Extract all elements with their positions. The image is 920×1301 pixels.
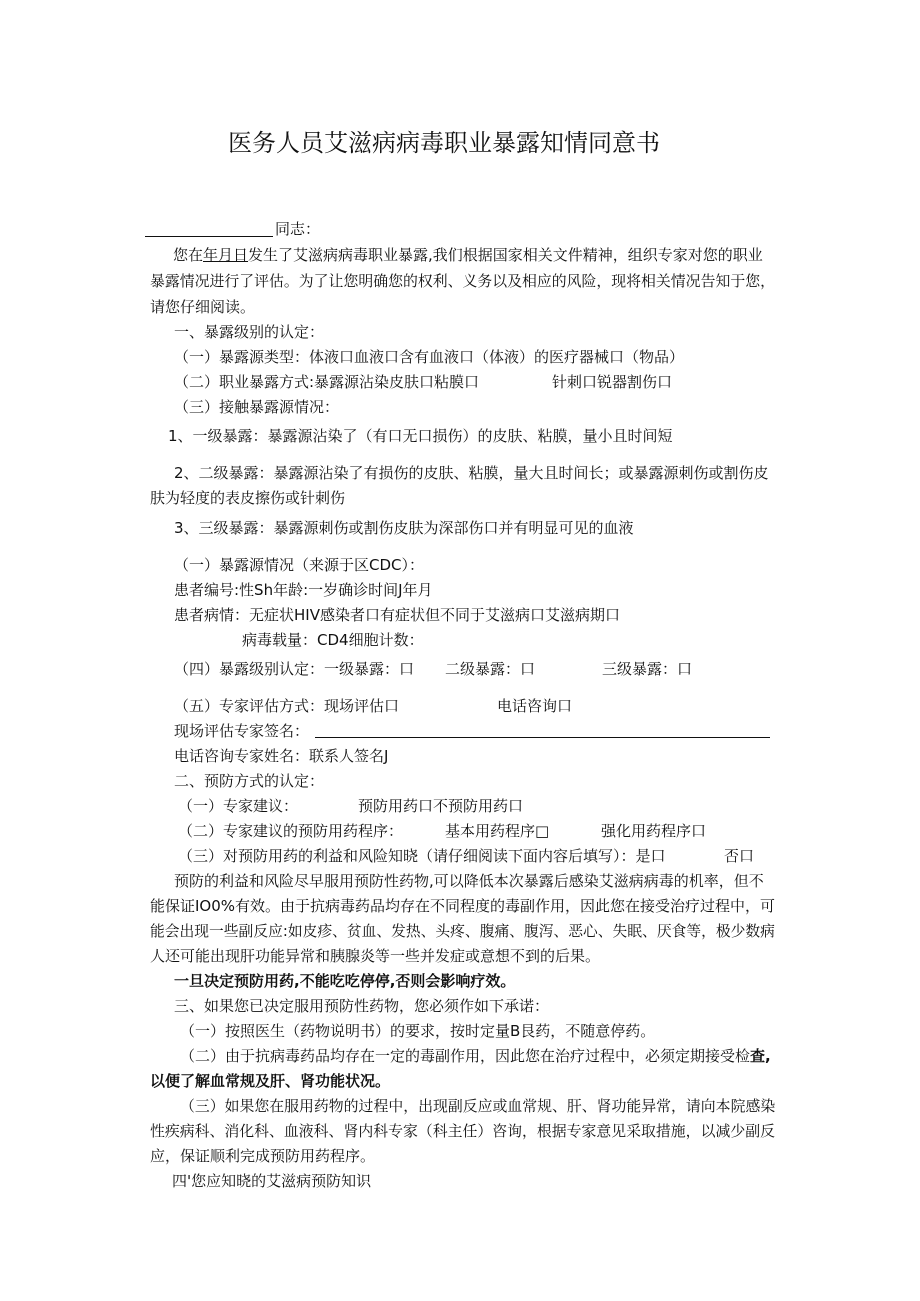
intro-line-1 — [173, 245, 763, 265]
intro-line-3: 请您仔细阅读。 — [150, 298, 256, 316]
section3-heading: 三、如果您已决定服用预防性药物，您必须作如下承诺： — [174, 997, 550, 1015]
section3-item2a-text: （二）由于抗病毒药品均存在一定的毒副作用，因此您在治疗过程中，必须定期接受检 — [180, 1047, 751, 1065]
section1-item1: （一）暴露源类型：体液口血液口含有血液口（体液）的医疗器械口（物品） — [174, 348, 685, 366]
section3-item2a — [180, 1046, 771, 1066]
section3-item3b: 性疾病科、消化科、血液科、肾内科专家（科主任）咨询，根据专家意见采取措施，以减少副反 — [150, 1122, 775, 1140]
viral-load: 病毒载量：CD4细胞计数： — [242, 631, 424, 649]
intro-line-2: 暴露情况进行了评估。为了让您明确您的权利、义务以及相应的风险，现将相关情况告知于您， — [150, 272, 775, 290]
section1-heading: 一、暴露级别的认定： — [174, 323, 325, 341]
section2-heading: 二、预防方式的认定： — [174, 772, 325, 790]
section3-item1: （一）按照医生（药物说明书）的要求，按时定量B艮药，不随意停药。 — [180, 1022, 656, 1040]
warning-text: 一旦决定预防用药,不能吃吃停停,否则会影响疗效。 — [174, 972, 516, 990]
level-confirm-a: （四）暴露级别认定：一级暴露：口 — [174, 660, 415, 678]
section3-item2a-bold: 查, — [750, 1047, 771, 1065]
section2-item3b: 否口 — [724, 847, 755, 865]
page-title: 医务人员艾滋病病毒职业暴露知情同意书 — [228, 129, 660, 157]
level1-text: 1、一级暴露：暴露源沾染了（有口无口损伤）的皮肤、粘膜，量小且时间短 — [168, 427, 673, 445]
onsite-signature-label: 现场评估专家签名： — [174, 722, 310, 740]
section2-item1b: 预防用药口不预防用药口 — [358, 797, 524, 815]
patient-id: 患者编号:性Sh年龄:一岁确诊时间J年月 — [174, 581, 433, 599]
intro-post: 发生了艾滋病病毒职业暴露,我们根据国家相关文件精神，组织专家对您的职业 — [248, 246, 763, 264]
phone-expert-label: 电话咨询专家姓名：联系人签名J — [174, 747, 389, 765]
level3-text: 3、三级暴露：暴露源刺伤或割伤皮肤为深部伤口并有明显可见的血液 — [174, 519, 634, 537]
risk-para-2: 能保证IO0%有效。由于抗病毒药品均存在不同程度的毒副作用，因此您在接受治疗过程中，可 — [150, 897, 776, 915]
source-heading: （一）暴露源情况（来源于区CDC）： — [174, 556, 424, 574]
salutation: 同志： — [275, 220, 321, 238]
section3-item2b: 以便了解血常规及肝、肾功能状况。 — [150, 1072, 391, 1090]
level2-text-b: 肤为轻度的表皮擦伤或针刺伤 — [150, 489, 346, 507]
section1-item2a: （二）职业暴露方式:暴露源沾染皮肤口粘膜口 — [174, 373, 480, 391]
intro-pre: 您在 — [173, 246, 204, 264]
patient-disease: 患者病情：无症状HIV感染者口有症状但不同于艾滋病口艾滋病期口 — [174, 606, 620, 624]
risk-para-3: 能会出现一些副反应:如皮疹、贫血、发热、头疼、腹痛、腹泻、恶心、失眠、厌食等，极少数病 — [150, 922, 775, 940]
risk-para-1: 预防的利益和风险尽早服用预防性药物,可以降低本次暴露后感染艾滋病病毒的机率，但不 — [174, 872, 764, 890]
risk-para-4: 人还可能出现肝功能异常和胰腺炎等一些并发症或意想不到的后果。 — [150, 947, 601, 965]
section3-item3a: （三）如果您在服用药物的过程中，出现副反应或血常规、肝、肾功能异常，请向本院感染 — [180, 1097, 776, 1115]
intro-date: 年月日 — [203, 246, 249, 264]
section2-item1a: （一）专家建议： — [178, 797, 299, 815]
section2-item2c: 强化用药程序口 — [601, 822, 707, 840]
eval-phone: 电话咨询口 — [497, 697, 573, 715]
level2-text-a: 2、二级暴露：暴露源沾染了有损伤的皮肤、粘膜，量大且时间长；或暴露源刺伤或割伤皮 — [174, 464, 769, 482]
onsite-signature-line — [315, 737, 770, 738]
section4-heading: 四'您应知晓的艾滋病预防知识 — [172, 1172, 372, 1190]
eval-onsite: （五）专家评估方式：现场评估口 — [174, 697, 400, 715]
section2-item2b: 基本用药程序□ — [445, 822, 550, 840]
section2-item2a: （二）专家建议的预防用药程序： — [178, 822, 404, 840]
section1-item2b: 针刺口锐器割伤口 — [552, 373, 673, 391]
section1-item3: （三）接触暴露源情况： — [174, 398, 340, 416]
level-confirm-b: 二级暴露：口 — [445, 660, 536, 678]
level-confirm-c: 三级暴露：口 — [602, 660, 693, 678]
section2-item3a: （三）对预防用药的利益和风险知晓（请仔细阅读下面内容后填写）：是口 — [178, 847, 666, 865]
name-blank-line — [145, 236, 273, 237]
section3-item3c: 应，保证顺利完成预防用药程序。 — [150, 1147, 376, 1165]
